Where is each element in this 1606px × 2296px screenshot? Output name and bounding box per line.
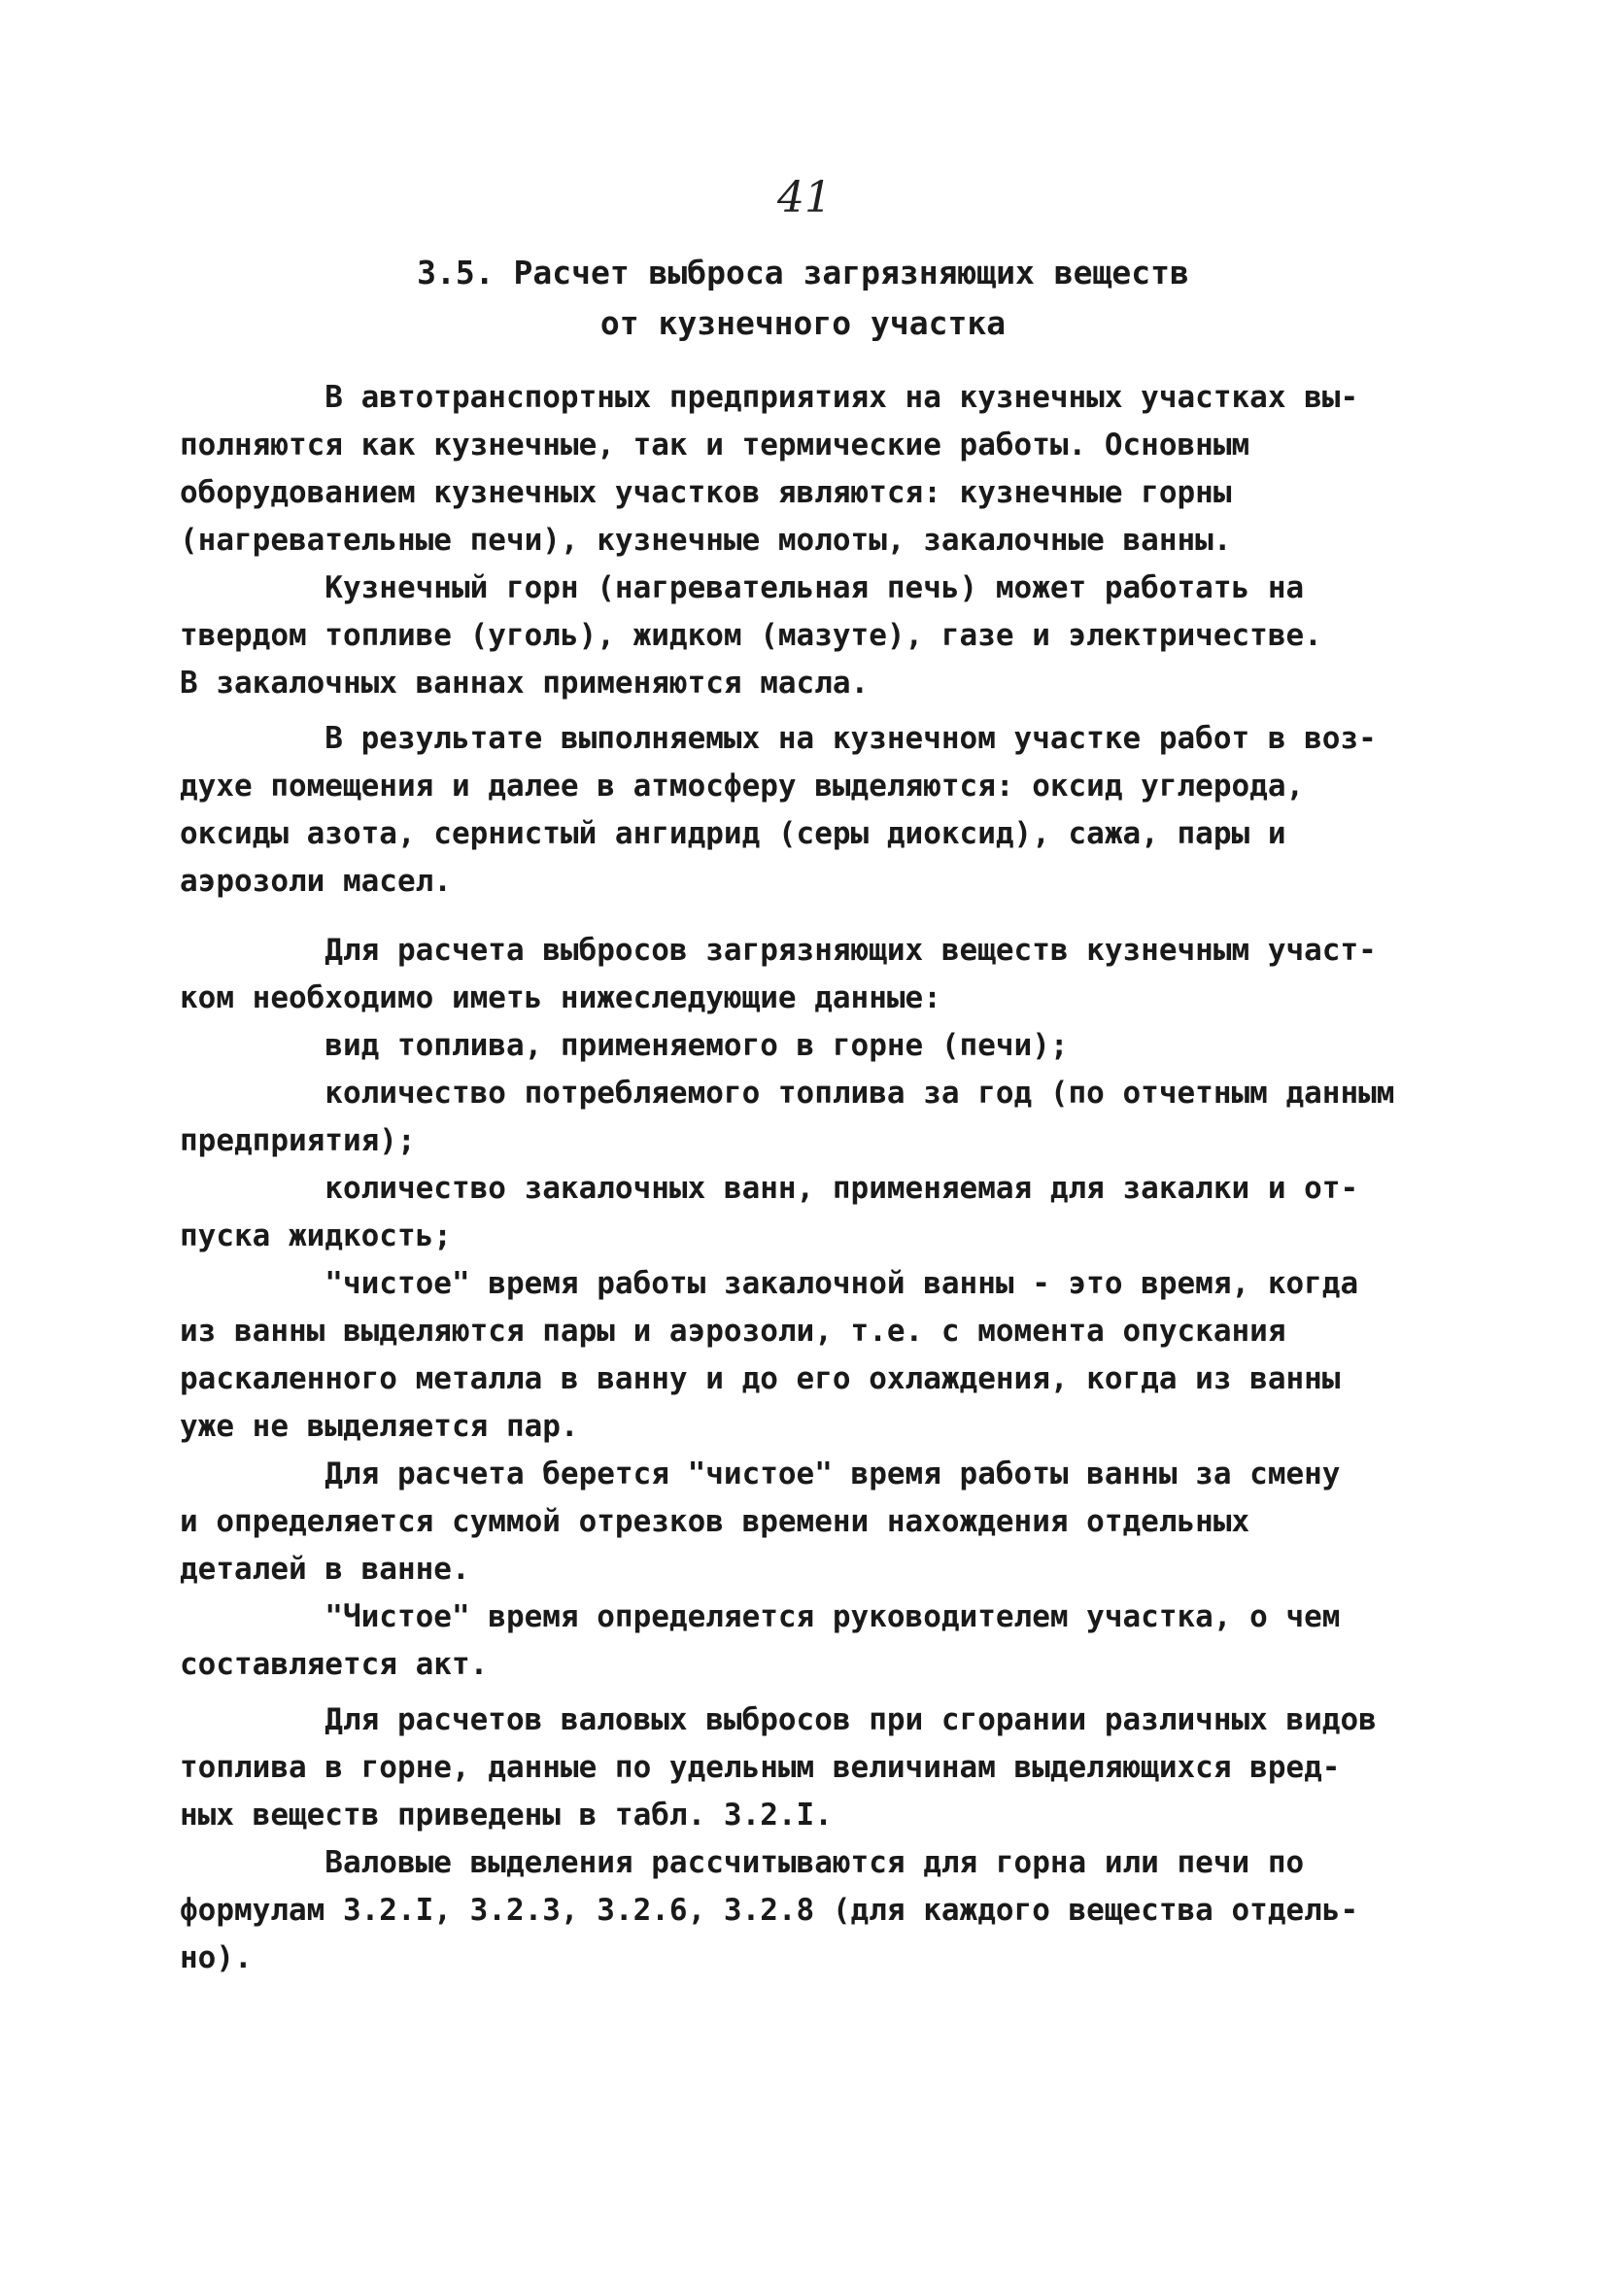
text-line: но). — [180, 1940, 253, 1975]
paragraph — [180, 715, 1462, 906]
text-line: топлива в горне, данные по удельным величинам выделяющихся вред- — [180, 1750, 1341, 1785]
text-line: оборудованием кузнечных участков являются: кузнечные горны — [180, 475, 1232, 510]
text-line: количество закалочных ванн, применяемая для закалки и от- — [180, 1171, 1359, 1206]
text-line: "Чистое" время определяется руководителем участка, о чем — [180, 1599, 1341, 1634]
heading-line-1: 3.5. Расчет выброса загрязняющих веществ — [417, 254, 1189, 291]
text-line: аэрозоли масел. — [180, 864, 452, 899]
paragraph — [180, 927, 1462, 1689]
text-line: (нагревательные печи), кузнечные молоты, закалочные ванны. — [180, 523, 1232, 558]
paragraph — [180, 565, 1462, 707]
text-line: Для расчетов валовых выбросов при сгорании различных видов — [180, 1702, 1377, 1737]
text-line: Валовые выделения рассчитываются для горна или печи по — [180, 1845, 1305, 1880]
text-line: "чистое" время работы закалочной ванны - это время, когда — [180, 1266, 1359, 1301]
text-line: Для расчета берется "чистое" время работы ванны за смену — [180, 1456, 1341, 1491]
section-heading — [0, 248, 1606, 349]
text-line: В закалочных ваннах применяются масла. — [180, 666, 870, 701]
text-line: ных веществ приведены в табл. 3.2.I. — [180, 1798, 833, 1833]
text-line: и определяется суммой отрезков времени нахождения отдельных — [180, 1504, 1250, 1539]
text-line: предприятия); — [180, 1123, 416, 1158]
text-line: раскаленного металла в ванну и до его охлаждения, когда из ванны — [180, 1361, 1341, 1396]
text-line: деталей в ванне. — [180, 1552, 470, 1587]
text-line: вид топлива, применяемого в горне (печи); — [180, 1028, 1069, 1063]
body-text — [180, 374, 1462, 1982]
text-line: В автотранспортных предприятиях на кузнечных участках вы- — [180, 380, 1359, 415]
text-line: количество потребляемого топлива за год (по отчетным данным — [180, 1076, 1395, 1111]
text-line: пуска жидкость; — [180, 1218, 452, 1253]
text-line: оксиды азота, сернистый ангидрид (серы диоксид), сажа, пары и — [180, 816, 1286, 851]
text-line: духе помещения и далее в атмосферу выделяются: оксид углерода, — [180, 769, 1305, 804]
text-line: твердом топливе (уголь), жидком (мазуте), газе и электричестве. — [180, 618, 1322, 653]
paragraph — [180, 1696, 1462, 1982]
text-line: полняются как кузнечные, так и термические работы. Основным — [180, 428, 1250, 463]
text-line: В результате выполняемых на кузнечном участке работ в воз- — [180, 721, 1377, 756]
text-line: Кузнечный горн (нагревательная печь) может работать на — [180, 570, 1305, 605]
text-line: Для расчета выбросов загрязняющих веществ кузнечным участ- — [180, 933, 1377, 968]
text-line: ком необходимо иметь нижеследующие данные: — [180, 980, 941, 1015]
paragraph — [180, 374, 1462, 565]
text-line: из ванны выделяются пары и аэрозоли, т.е. с момента опускания — [180, 1314, 1286, 1349]
text-line: формулам 3.2.I, 3.2.3, 3.2.6, 3.2.8 (для каждого вещества отдель- — [180, 1893, 1359, 1928]
heading-line-2: от кузнечного участка — [599, 304, 1007, 342]
text-line: составляется акт. — [180, 1647, 489, 1682]
page-number: 41 — [777, 173, 832, 223]
text-line: уже не выделяется пар. — [180, 1409, 579, 1444]
